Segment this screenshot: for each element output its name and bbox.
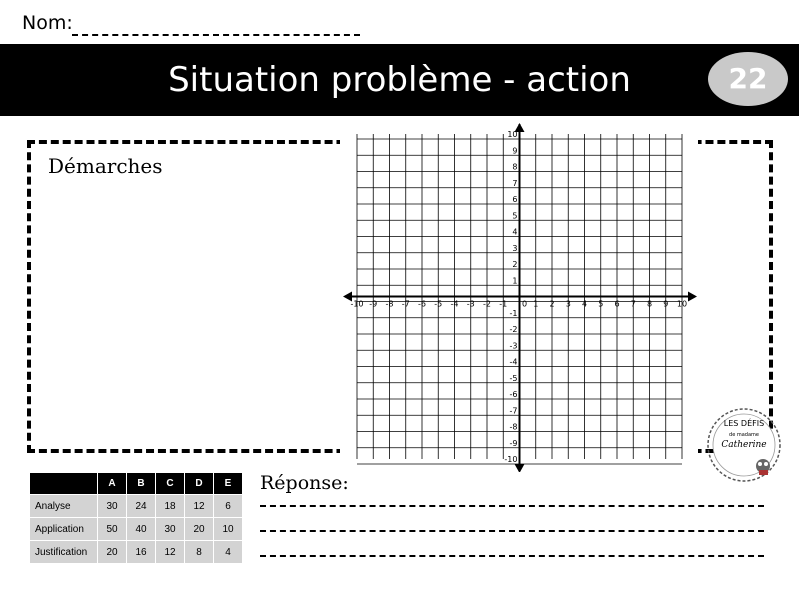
column-header: D xyxy=(185,473,214,495)
x-tick-label: -10 xyxy=(350,299,364,309)
x-tick-label: -1 xyxy=(499,299,508,309)
x-tick-label: -9 xyxy=(369,299,378,309)
header-blank xyxy=(30,473,98,495)
title-banner xyxy=(0,44,799,116)
y-tick-label: -10 xyxy=(504,455,518,464)
logo xyxy=(703,404,785,486)
coordinate-plane[interactable] xyxy=(340,122,698,472)
problem-number-badge: 22 xyxy=(708,52,788,106)
logo-line1: LES DÉFIS xyxy=(723,419,765,428)
x-tick-label: 0 xyxy=(521,299,528,309)
table-cell: 10 xyxy=(214,518,243,541)
answer-line[interactable] xyxy=(260,555,764,557)
table-row xyxy=(30,541,243,564)
x-tick-label: 7 xyxy=(630,299,636,309)
grading-header-row xyxy=(30,473,243,495)
work-area-label: Démarches xyxy=(48,154,163,178)
x-tick-label: 10 xyxy=(676,299,688,309)
y-tick-label: -9 xyxy=(509,438,518,448)
x-tick-label: -3 xyxy=(466,299,475,309)
table-cell: 18 xyxy=(156,495,185,518)
name-label: Nom: xyxy=(22,12,73,34)
x-tick-label: -7 xyxy=(401,299,410,309)
answer-line[interactable] xyxy=(260,530,764,532)
y-tick-label: 5 xyxy=(512,211,518,221)
x-tick-label: 8 xyxy=(646,299,653,309)
table-cell: 50 xyxy=(98,518,127,541)
table-cell: 4 xyxy=(214,541,243,564)
y-tick-label: 6 xyxy=(512,195,518,204)
column-header: E xyxy=(214,473,243,495)
row-label: Application xyxy=(30,518,98,541)
y-tick-label: -1 xyxy=(509,308,518,318)
y-tick-label: -7 xyxy=(509,406,518,416)
y-tick-label: -4 xyxy=(509,357,518,367)
table-cell: 24 xyxy=(127,495,156,518)
y-tick-label: -6 xyxy=(509,390,518,399)
x-axis-arrow-right xyxy=(688,292,697,302)
x-tick-label: 3 xyxy=(565,299,571,309)
y-tick-label: 2 xyxy=(512,260,518,269)
x-tick-label: -4 xyxy=(450,299,459,309)
x-tick-label: 4 xyxy=(581,299,588,309)
table-cell: 20 xyxy=(185,518,214,541)
x-tick-label: 2 xyxy=(549,299,555,309)
x-tick-label: 6 xyxy=(614,299,620,309)
y-tick-label: -2 xyxy=(509,325,518,334)
grading-table xyxy=(29,472,243,564)
y-tick-label: -3 xyxy=(509,341,518,351)
y-tick-label: -5 xyxy=(509,373,518,383)
column-header: B xyxy=(127,473,156,495)
column-header: A xyxy=(98,473,127,495)
table-cell: 6 xyxy=(214,495,243,518)
y-tick-label: -8 xyxy=(509,422,518,432)
y-tick-label: 9 xyxy=(512,146,518,156)
table-row xyxy=(30,518,243,541)
x-tick-label: -8 xyxy=(385,299,394,309)
y-axis-arrow-down xyxy=(515,464,525,472)
table-cell: 30 xyxy=(156,518,185,541)
x-tick-label: -2 xyxy=(483,299,491,309)
table-cell: 16 xyxy=(127,541,156,564)
x-tick-label: 9 xyxy=(663,299,669,309)
table-cell: 30 xyxy=(98,495,127,518)
logo-line2: de madame xyxy=(729,432,759,438)
name-field[interactable] xyxy=(72,34,360,36)
column-header: C xyxy=(156,473,185,495)
y-tick-label: 7 xyxy=(512,178,518,188)
table-cell: 12 xyxy=(185,495,214,518)
page-title: Situation problème - action xyxy=(168,60,631,100)
x-tick-label: 5 xyxy=(598,299,604,309)
table-cell: 20 xyxy=(98,541,127,564)
table-cell: 40 xyxy=(127,518,156,541)
table-cell: 12 xyxy=(156,541,185,564)
x-tick-label: 1 xyxy=(533,299,539,309)
y-tick-label: 8 xyxy=(512,162,518,172)
x-tick-label: -6 xyxy=(418,299,426,309)
logo-line3: Catherine xyxy=(721,440,767,450)
answer-line[interactable] xyxy=(260,505,764,507)
table-row xyxy=(30,495,243,518)
y-tick-label: 4 xyxy=(512,227,518,237)
y-tick-label: 10 xyxy=(507,130,518,139)
answer-label: Réponse: xyxy=(260,472,349,494)
x-tick-label: -5 xyxy=(434,299,443,309)
y-tick-label: 3 xyxy=(512,243,518,253)
y-tick-label: 1 xyxy=(512,276,518,286)
row-label: Justification xyxy=(30,541,98,564)
row-label: Analyse xyxy=(30,495,98,518)
table-cell: 8 xyxy=(185,541,214,564)
